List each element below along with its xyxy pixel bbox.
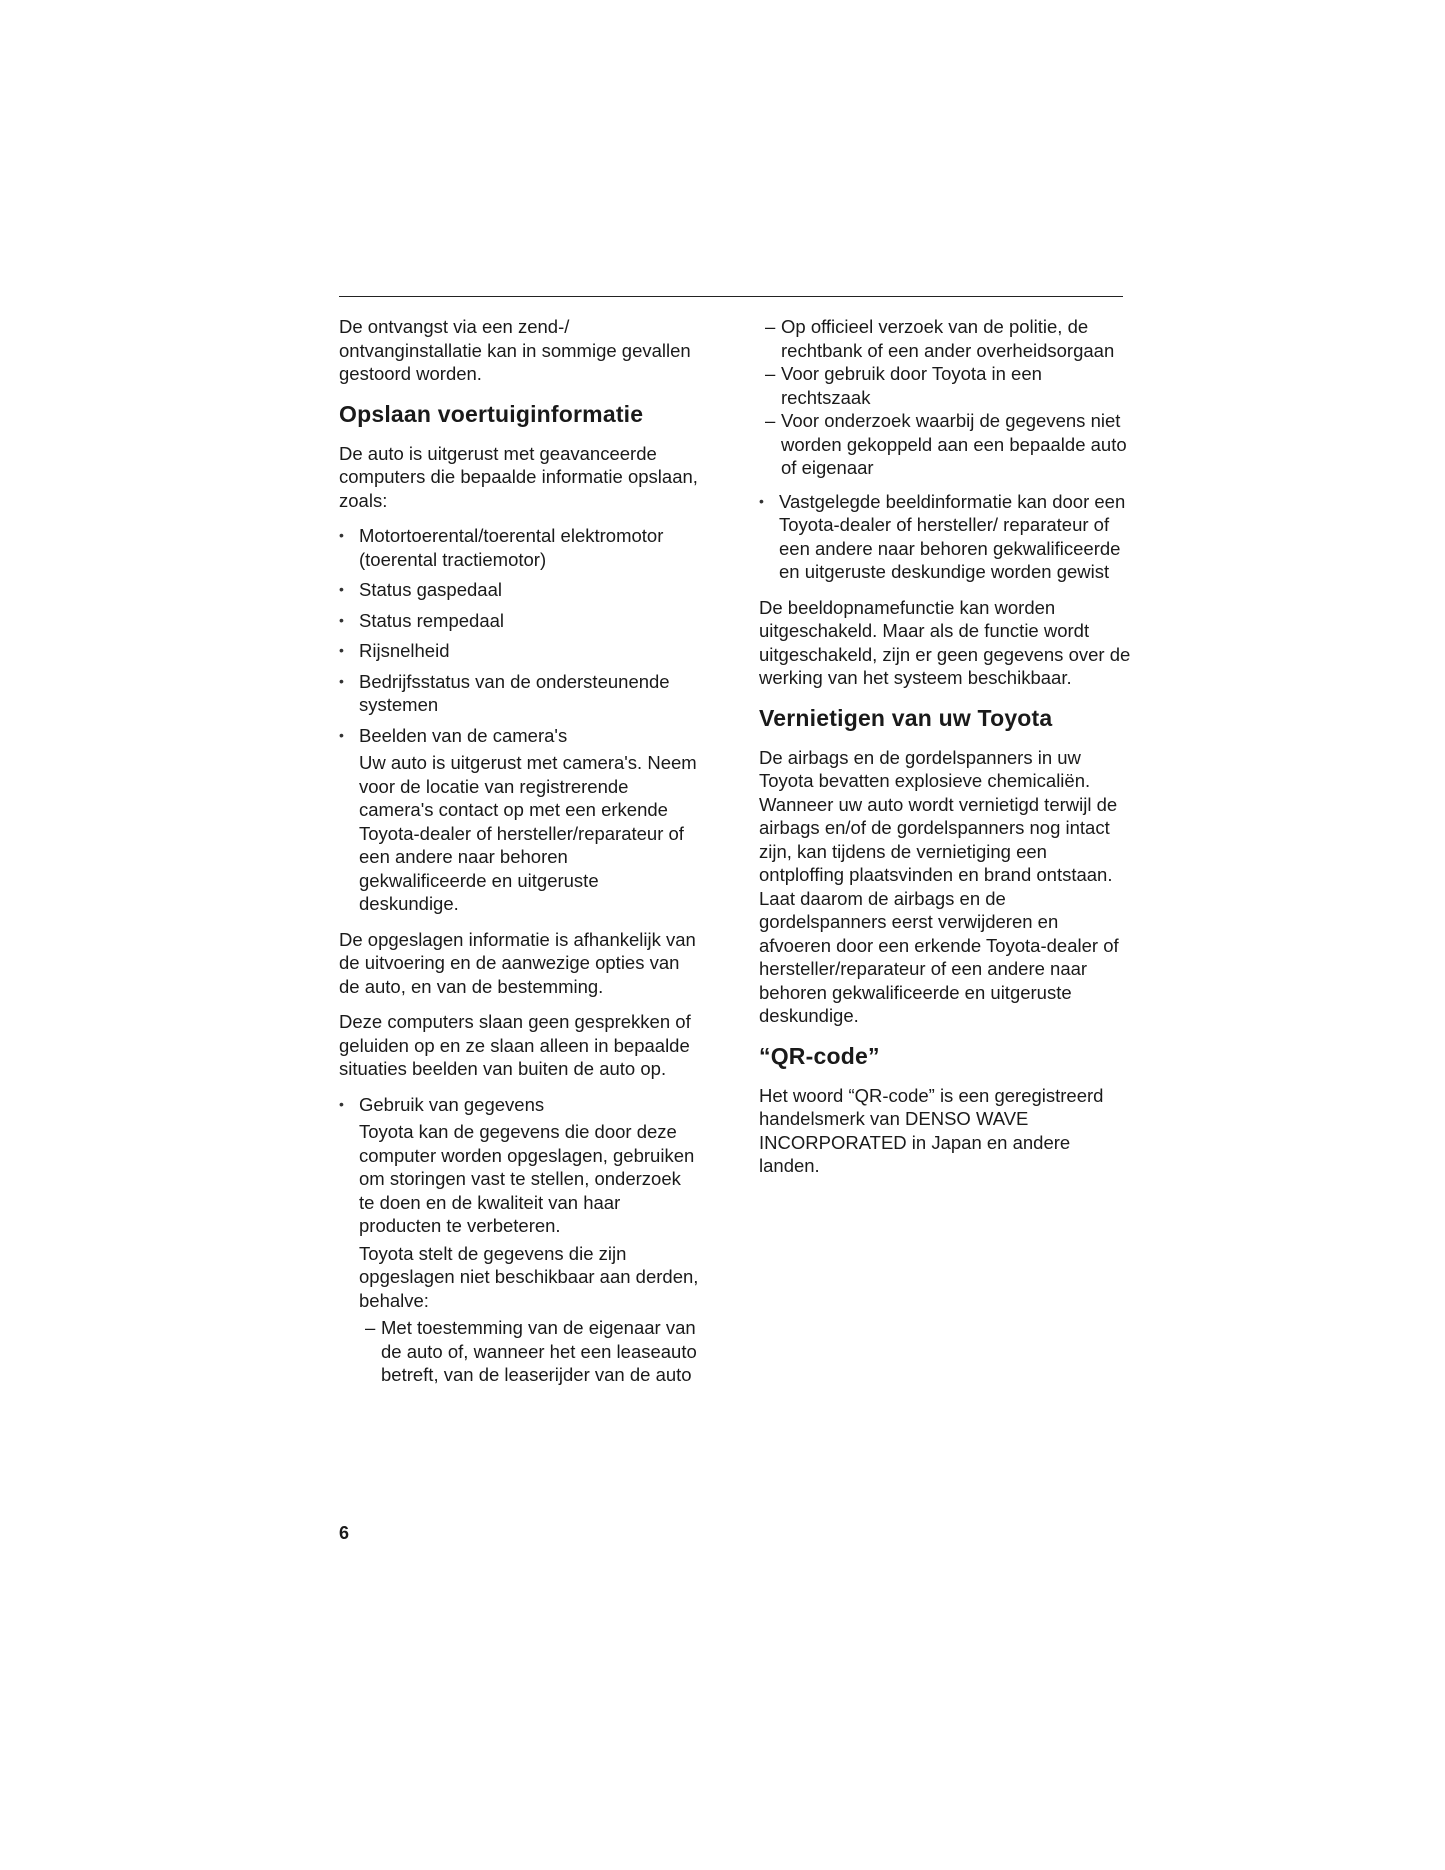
bullet-icon: • xyxy=(339,527,344,543)
bullet-icon: • xyxy=(339,642,344,658)
section-title-qr-code: “QR-code” xyxy=(759,1042,880,1069)
exceptions-list-continued xyxy=(759,315,1131,480)
qr-code-paragraph: Het woord “QR-code” is een geregistreerd handelsmerk van DENSO WAVE INCORPORATED in Japan en andere landen. xyxy=(759,1084,1104,1176)
page-number: 6 xyxy=(339,1523,350,1543)
list-item xyxy=(339,524,699,571)
list-item-text: Vastgelegde beeldinformatie kan door een Toyota-dealer of hersteller/ reparateur of een andere naar behoren gekwalificeerde en uitgeruste deskundige worden gewist xyxy=(779,490,1126,582)
right-column xyxy=(759,315,1131,1190)
left-column xyxy=(339,315,699,1399)
bullet-icon: • xyxy=(339,1095,344,1112)
list-item xyxy=(339,578,699,602)
bullet-icon: • xyxy=(339,611,344,628)
stored-info-paragraph: De opgeslagen informatie is afhankelijk van de uitvoering en de aanwezige opties van de auto, en van de bestemming. xyxy=(339,928,696,997)
section-title-vernietigen: Vernietigen van uw Toyota xyxy=(759,704,1053,731)
header-rule xyxy=(339,296,1123,297)
dash-icon: – xyxy=(365,1317,376,1338)
dash-icon: – xyxy=(765,410,776,431)
destruction-paragraph: De airbags en de gordelspanners in uw Toyota bevatten explosieve chemicaliën. Wanneer uw auto wordt vernietigd terwijl de airbags en/of de gordelspanners nog intact zijn, kan tijdens de vernietiging een ontploffing plaatsvinden en brand ontstaan. Laat daarom de airbags en de gordelspanners eerst verwijderen en afvoeren door een erkende Toyota-dealer of hersteller/reparateur of een andere naar behoren gekwalificeerde en uitgeruste deskundige. xyxy=(759,746,1119,1026)
usage-list xyxy=(339,1093,699,1387)
dash-item xyxy=(759,315,1131,362)
dash-item-text: Voor onderzoek waarbij de gegevens niet worden gekoppeld aan een bepaalde auto of eigenaar xyxy=(781,410,1127,478)
list-item xyxy=(339,724,699,916)
bullet-icon: • xyxy=(339,581,344,597)
exceptions-list xyxy=(359,1316,699,1387)
usage-paragraph-1: Toyota kan de gegevens die door deze computer worden opgeslagen, gebruiken om storingen vast te stellen, onderzoek te doen en de kwaliteit van haar producten te verbeteren. xyxy=(359,1121,695,1236)
intro-paragraph: De ontvangst via een zend-/ ontvanginstallatie kan in sommige gevallen gestoord worden. xyxy=(339,316,691,384)
disable-recording-paragraph: De beeldopnamefunctie kan worden uitgeschakeld. Maar als de functie wordt uitgeschakeld, zijn er geen gegevens over de werking van het systeem beschikbaar. xyxy=(759,596,1131,688)
bullet-icon: • xyxy=(339,672,344,689)
dash-item-text: Met toestemming van de eigenaar van de auto of, wanneer het een leaseauto betreft, van de leaserijder van de auto xyxy=(381,1317,697,1385)
vehicle-info-list xyxy=(339,524,699,916)
dash-item xyxy=(359,1316,699,1387)
list-item-text: Status gaspedaal xyxy=(359,579,502,600)
list-item xyxy=(759,490,1131,584)
dash-item-text: Op officieel verzoek van de politie, de rechtbank of een ander overheidsorgaan xyxy=(781,316,1115,361)
list-item-text: Beelden van de camera's xyxy=(359,724,568,746)
list-item xyxy=(339,670,699,717)
list-item xyxy=(339,609,699,633)
list-item-text: Bedrijfsstatus van de ondersteunende systemen xyxy=(359,670,670,715)
bullet-icon: • xyxy=(759,492,764,509)
bullet-icon: • xyxy=(339,726,344,743)
section-title-opslaan: Opslaan voertuiginformatie xyxy=(339,400,644,427)
list-item xyxy=(339,1093,699,1387)
list-item-text: Motortoerental/toerental elektromotor (toerental tractiemotor) xyxy=(359,525,664,570)
usage-paragraph-2: Toyota stelt de gegevens die zijn opgeslagen niet beschikbaar aan derden, behalve: xyxy=(359,1242,699,1311)
list-item-text: Rijsnelheid xyxy=(359,640,450,661)
dash-icon: – xyxy=(765,316,776,337)
list-item-text: Status rempedaal xyxy=(359,609,505,631)
dash-item-text: Voor gebruik door Toyota in een rechtszaak xyxy=(781,363,1042,408)
dash-item xyxy=(759,362,1131,409)
list-item-text: Gebruik van gegevens xyxy=(359,1093,545,1115)
no-calls-paragraph: Deze computers slaan geen gesprekken of geluiden op en ze slaan alleen in bepaalde situaties beelden van buiten de auto op. xyxy=(339,1011,691,1079)
list-item xyxy=(339,639,699,663)
camera-note: Uw auto is uitgerust met camera's. Neem voor de locatie van registrerende camera's contact op met een erkende Toyota-dealer of hersteller/reparateur of een andere naar behoren gekwalificeerde en uitgeruste deskundige. xyxy=(359,752,697,914)
dash-icon: – xyxy=(765,363,776,384)
image-info-list xyxy=(759,490,1131,584)
section-intro-paragraph: De auto is uitgerust met geavanceerde computers die bepaalde informatie opslaan, zoals: xyxy=(339,442,698,511)
dash-item xyxy=(759,409,1131,480)
